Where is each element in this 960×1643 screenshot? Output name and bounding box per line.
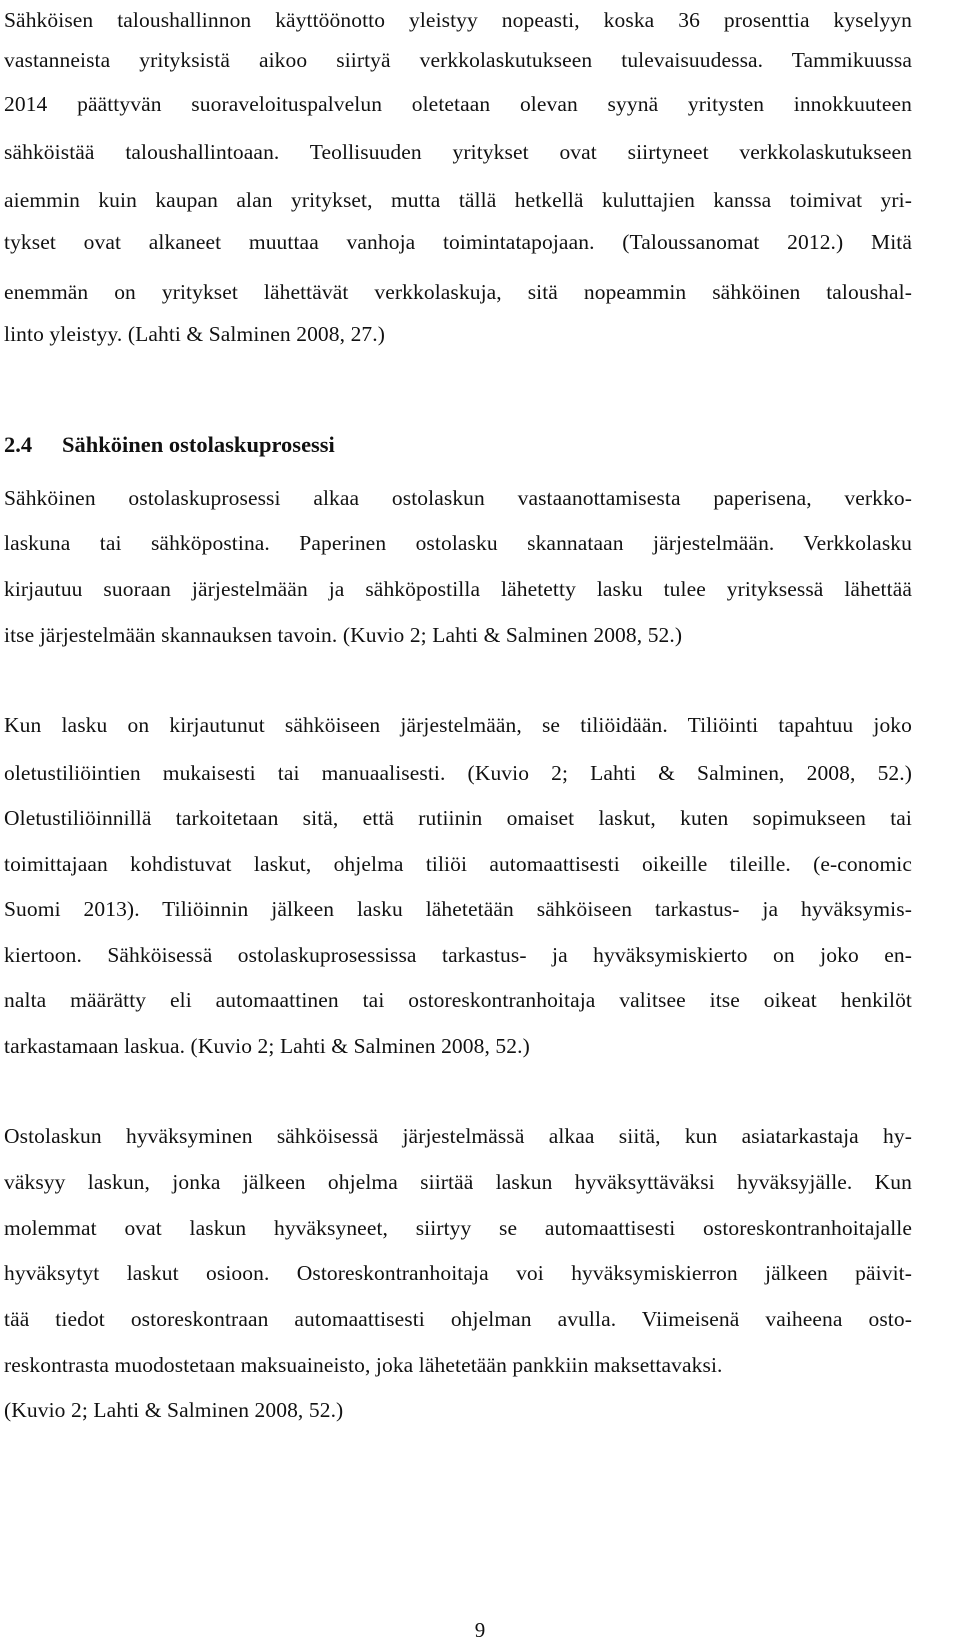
paragraph-line: 2014 päättyvän suoraveloituspalvelun oletetaan olevan syynä yritysten innokkuuteen — [4, 92, 912, 116]
page-number: 9 — [474, 1618, 486, 1642]
paragraph-line: hyväksytyt laskut osioon. Ostoreskontranhoitaja voi hyväksymiskierron jälkeen päivit- — [4, 1261, 912, 1285]
section-title: Sähköinen ostolaskuprosessi — [62, 432, 335, 457]
paragraph-line: enemmän on yritykset lähettävät verkkolaskuja, sitä nopeammin sähköinen taloushal- — [4, 280, 912, 304]
paragraph-line: Kun lasku on kirjautunut sähköiseen järjestelmään, se tiliöidään. Tiliöinti tapahtuu joko — [4, 713, 912, 737]
paragraph-line: molemmat ovat laskun hyväksyneet, siirtyy se automaattisesti ostoreskontranhoitajalle — [4, 1216, 912, 1240]
paragraph-line: tykset ovat alkaneet muuttaa vanhoja toimintatapojaan. (Taloussanomat 2012.) Mitä — [4, 230, 912, 254]
paragraph-line: aiemmin kuin kaupan alan yritykset, mutta tällä hetkellä kuluttajien kanssa toimivat yri- — [4, 188, 912, 212]
paragraph-line: Oletustiliöinnillä tarkoitetaan sitä, että rutiinin omaiset laskut, kuten sopimukseen tai — [4, 806, 912, 830]
paragraph-line: sähköistää taloushallintoaan. Teollisuuden yritykset ovat siirtyneet verkkolaskutukseen — [4, 140, 912, 164]
paragraph-line: vastanneista yrityksistä aikoo siirtyä verkkolaskutukseen tulevaisuudessa. Tammikuussa — [4, 48, 912, 72]
section-heading — [4, 425, 335, 465]
paragraph-line: tarkastamaan laskua. (Kuvio 2; Lahti & Salminen 2008, 52.) — [4, 1034, 530, 1058]
paragraph-line: Sähköisen taloushallinnon käyttöönotto yleistyy nopeasti, koska 36 prosenttia kyselyyn — [4, 8, 912, 32]
paragraph-line: nalta määrätty eli automaattinen tai ostoreskontranhoitaja valitsee itse oikeat henkilöt — [4, 988, 912, 1012]
paragraph-line: linto yleistyy. (Lahti & Salminen 2008, 27.) — [4, 322, 386, 346]
paragraph-line: kirjautuu suoraan järjestelmään ja sähköpostilla lähetetty lasku tulee yrityksessä lähettää — [4, 577, 912, 601]
section-number: 2.4 — [4, 432, 33, 457]
paragraph-line: Ostolaskun hyväksyminen sähköisessä järjestelmässä alkaa siitä, kun asiatarkastaja hy- — [4, 1124, 912, 1148]
paragraph-line: kiertoon. Sähköisessä ostolaskuprosessissa tarkastus- ja hyväksymiskierto on joko en- — [4, 943, 912, 967]
paragraph-line: oletustiliöintien mukaisesti tai manuaalisesti. (Kuvio 2; Lahti & Salminen, 2008, 52.) — [4, 761, 912, 785]
paragraph-line: reskontrasta muodostetaan maksuaineisto, joka lähetetään pankkiin maksettavaksi. — [4, 1353, 723, 1377]
paragraph-line: Sähköinen ostolaskuprosessi alkaa ostolaskun vastaanottamisesta paperisena, verkko- — [4, 486, 912, 510]
paragraph-line: tää tiedot ostoreskontraan automaattisesti ohjelman avulla. Viimeisenä vaiheena osto- — [4, 1307, 912, 1331]
paragraph-line: väksyy laskun, jonka jälkeen ohjelma siirtää laskun hyväksyttäväksi hyväksyjälle. Kun — [4, 1170, 912, 1194]
paragraph-line: laskuna tai sähköpostina. Paperinen ostolasku skannataan järjestelmään. Verkkolasku — [4, 531, 912, 555]
paragraph-line: Suomi 2013). Tiliöinnin jälkeen lasku lähetetään sähköiseen tarkastus- ja hyväksymis- — [4, 897, 912, 921]
paragraph-line: itse järjestelmään skannauksen tavoin. (Kuvio 2; Lahti & Salminen 2008, 52.) — [4, 623, 683, 647]
paragraph-line: (Kuvio 2; Lahti & Salminen 2008, 52.) — [4, 1398, 344, 1422]
paragraph-line: toimittajaan kohdistuvat laskut, ohjelma tiliöi automaattisesti oikeille tileille. (e-conomic — [4, 852, 912, 876]
